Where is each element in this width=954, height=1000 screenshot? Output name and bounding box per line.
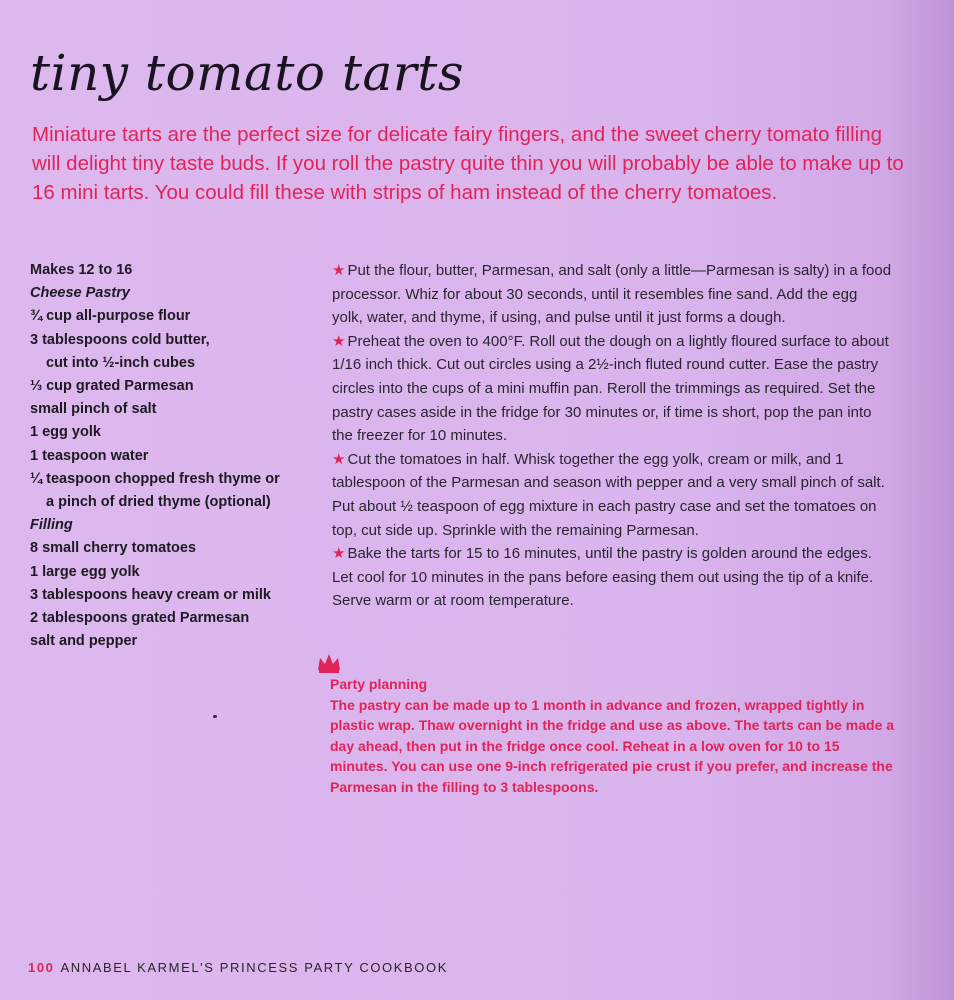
method-step-text: Put the flour, butter, Parmesan, and salt (only a little—Parmesan is salty) in a food processor. Whiz for about 30 seconds, until it resembles fine sand. Add the egg yolk, water, and thyme, if using, and pulse until it just forms a dough. (332, 262, 892, 327)
method-step (332, 330, 892, 448)
ingredient-item: 8 small cherry tomatoes (30, 540, 197, 557)
yield-label: Makes 12 to 16 (30, 262, 133, 278)
ingredient-item: 1 teaspoon water (30, 447, 149, 464)
ingredient-item: a pinch of dried thyme (optional) (46, 494, 271, 511)
star-icon: ★ (332, 332, 346, 350)
page-number: 100 (28, 960, 55, 975)
party-planning-title: Party planning (330, 676, 428, 692)
ingredient-item: 3 tablespoons heavy cream or milk (30, 586, 271, 603)
star-icon: ★ (332, 545, 346, 563)
ingredient-item: ⅓ cup grated Parmesan (30, 378, 194, 395)
ingredient-item: 2 tablespoons grated Parmesan (30, 610, 250, 627)
ingredient-item: 3 tablespoons cold butter, (30, 331, 210, 348)
ingredient-item: ¾ cup all-purpose flour (30, 308, 191, 325)
party-planning-text: The pastry can be made up to 1 month in advance and frozen, wrapped tightly in plastic wrap. Thaw overnight in the fridge and use as above. The tarts can be made a day ahead, then put in the fridge once cool. Reheat in a low oven for 10 to 15 minutes. You can use one 9-inch refrigerated pie crust if you prefer, and increase the Parmesan in the filling to 3 tablespoons. (330, 696, 895, 795)
star-icon: ★ (332, 450, 346, 468)
ingredient-item: 1 egg yolk (30, 424, 101, 441)
method-step (332, 542, 892, 613)
recipe-intro: Miniature tarts are the perfect size for delicate fairy fingers, and the sweet cherry tomato filling will delight tiny taste buds. If you roll the pastry quite thin you will probably be able to make up to 16 mini tarts. You could fill these with strips of ham instead of the cherry tomatoes. (32, 123, 904, 204)
print-speck (213, 715, 217, 718)
ingredient-item: 1 large egg yolk (30, 563, 140, 580)
method-step (332, 259, 892, 330)
method-steps (332, 259, 892, 613)
book-title: ANNABEL KARMEL'S PRINCESS PARTY COOKBOOK (60, 960, 448, 975)
ingredient-item: ¼ teaspoon chopped fresh thyme or (30, 470, 280, 487)
star-icon: ★ (332, 262, 346, 279)
party-planning-box (330, 650, 900, 797)
ingredient-item: salt and pepper (30, 633, 138, 650)
ingredient-item: cut into ½-inch cubes (46, 354, 196, 371)
pastry-heading: Cheese Pastry (30, 285, 130, 302)
recipe-title: tiny tomato tarts (30, 44, 464, 102)
ingredient-item: small pinch of salt (30, 401, 157, 418)
method-step-text: Cut the tomatoes in half. Whisk together the egg yolk, cream or milk, and 1 tablespoon of the Parmesan and season with pepper and a very small pinch of salt. Put about ½ teaspoon of egg mixture in each pastry case and set the tomatoes on top, cut side up. Sprinkle with the remaining Parmesan. (332, 450, 885, 539)
method-step (332, 448, 892, 542)
filling-heading: Filling (30, 517, 73, 534)
method-step-text: Preheat the oven to 400°F. Roll out the dough on a lightly floured surface to about 1/16 inch thick. Cut out circles using a 2½-inch fluted round cutter. Ease the pastry circles into the cups of a mini muffin pan. Reroll the trimmings as required. Set the pastry cases aside in the fridge for 30 minutes or, if time is short, pop the pan into the freezer for 10 minutes. (332, 332, 889, 445)
ingredients-list (30, 259, 320, 653)
method-step-text: Bake the tarts for 15 to 16 minutes, until the pastry is golden around the edges. Let cool for 10 minutes in the pans before easing them out using the tip of a knife. Serve warm or at room temperature. (332, 545, 874, 610)
page-footer (28, 960, 448, 975)
